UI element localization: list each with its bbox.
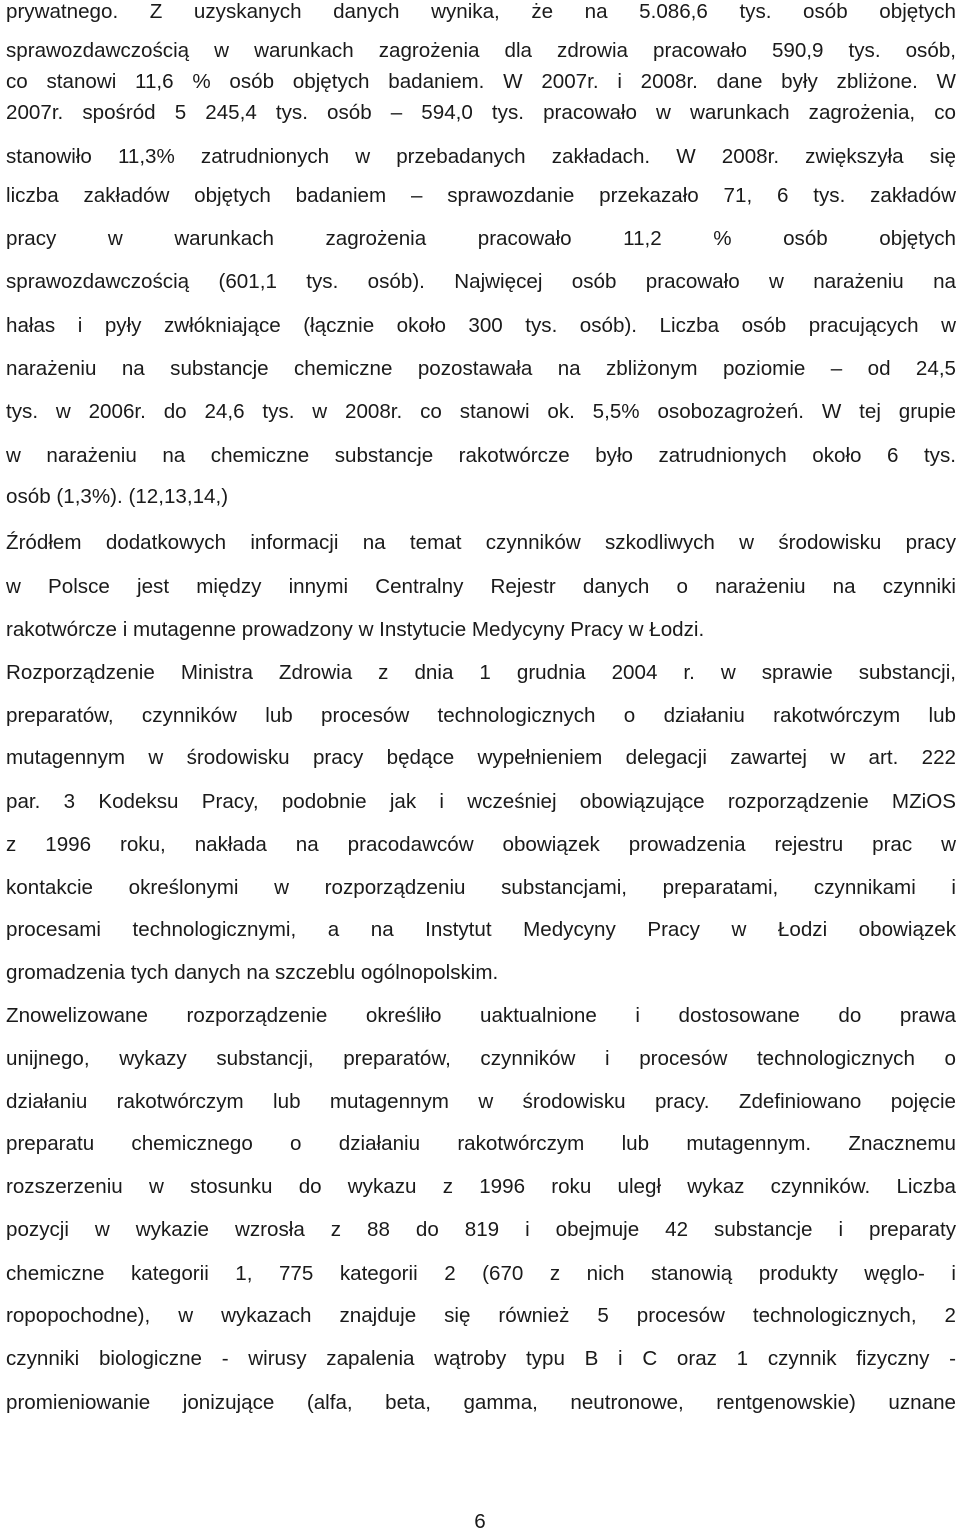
text-line: pozycji w wykazie wzrosła z 88 do 819 i obejmuje 42 substancje i preparaty [6,1218,956,1241]
text-line: rakotwórcze i mutagenne prowadzony w Instytucie Medycyny Pracy w Łodzi. [6,618,705,641]
text-line: czynniki biologiczne - wirusy zapalenia wątroby typu B i C oraz 1 czynnik fizyczny - [6,1347,956,1370]
text-line: tys. w 2006r. do 24,6 tys. w 2008r. co stanowi ok. 5,5% osobozagrożeń. W tej grupie [6,400,956,423]
text-line: preparatów, czynników lub procesów technologicznych o działaniu rakotwórczym lub [6,704,956,727]
text-line: z 1996 roku, nakłada na pracodawców obowiązek prowadzenia rejestru prac w [6,833,956,856]
text-line: preparatu chemicznego o działaniu rakotwórczym lub mutagennym. Znacznemu [6,1132,956,1155]
text-line: kontakcie określonymi w rozporządzeniu substancjami, preparatami, czynnikami i [6,876,956,899]
text-line: co stanowi 11,6 % osób objętych badaniem. W 2007r. i 2008r. dane były zbliżone. W [6,70,956,93]
text-line: sprawozdawczością (601,1 tys. osób). Najwięcej osób pracowało w narażeniu na [6,270,956,293]
text-line: unijnego, wykazy substancji, preparatów, czynników i procesów technologicznych o [6,1047,956,1070]
text-line: stanowiło 11,3% zatrudnionych w przebadanych zakładach. W 2008r. zwiększyła się [6,145,956,168]
text-line: par. 3 Kodeksu Pracy, podobnie jak i wcześniej obowiązujące rozporządzenie MZiOS [6,790,956,813]
text-line: liczba zakładów objętych badaniem – sprawozdanie przekazało 71, 6 tys. zakładów [6,184,956,207]
text-line: promieniowanie jonizujące (alfa, beta, gamma, neutronowe, rentgenowskie) uznane [6,1391,956,1414]
text-line: w narażeniu na chemiczne substancje rakotwórcze było zatrudnionych około 6 tys. [6,444,956,467]
text-line: działaniu rakotwórczym lub mutagennym w środowisku pracy. Zdefiniowano pojęcie [6,1090,956,1113]
text-line: sprawozdawczością w warunkach zagrożenia dla zdrowia pracowało 590,9 tys. osób, [6,39,956,62]
page-number: 6 [474,1510,486,1533]
text-line: rozszerzeniu w stosunku do wykazu z 1996 roku uległ wykaz czynników. Liczba [6,1175,956,1198]
text-line: Znowelizowane rozporządzenie określiło uaktualnione i dostosowane do prawa [6,1004,956,1027]
text-line: Źródłem dodatkowych informacji na temat czynników szkodliwych w środowisku pracy [6,531,956,554]
text-line: prywatnego. Z uzyskanych danych wynika, że na 5.086,6 tys. osób objętych [6,0,956,23]
text-line: narażeniu na substancje chemiczne pozostawała na zbliżonym poziomie – od 24,5 [6,357,956,380]
text-line: procesami technologicznymi, a na Instytut Medycyny Pracy w Łodzi obowiązek [6,918,956,941]
text-line: Rozporządzenie Ministra Zdrowia z dnia 1 grudnia 2004 r. w sprawie substancji, [6,661,956,684]
text-line: mutagennym w środowisku pracy będące wypełnieniem delegacji zawartej w art. 222 [6,746,956,769]
text-line: w Polsce jest między innymi Centralny Rejestr danych o narażeniu na czynniki [6,575,956,598]
text-line: hałas i pyły zwłókniające (łącznie około 300 tys. osób). Liczba osób pracujących w [6,314,956,337]
text-line: chemiczne kategorii 1, 775 kategorii 2 (670 z nich stanowią produkty węglo- i [6,1262,956,1285]
text-line: pracy w warunkach zagrożenia pracowało 11,2 % osób objętych [6,227,956,250]
text-line: osób (1,3%). (12,13,14,) [6,485,229,508]
text-line: gromadzenia tych danych na szczeblu ogólnopolskim. [6,961,499,984]
text-line: 2007r. spośród 5 245,4 tys. osób – 594,0 tys. pracowało w warunkach zagrożenia, co [6,101,956,124]
text-line: ropopochodne), w wykazach znajduje się również 5 procesów technologicznych, 2 [6,1304,956,1327]
